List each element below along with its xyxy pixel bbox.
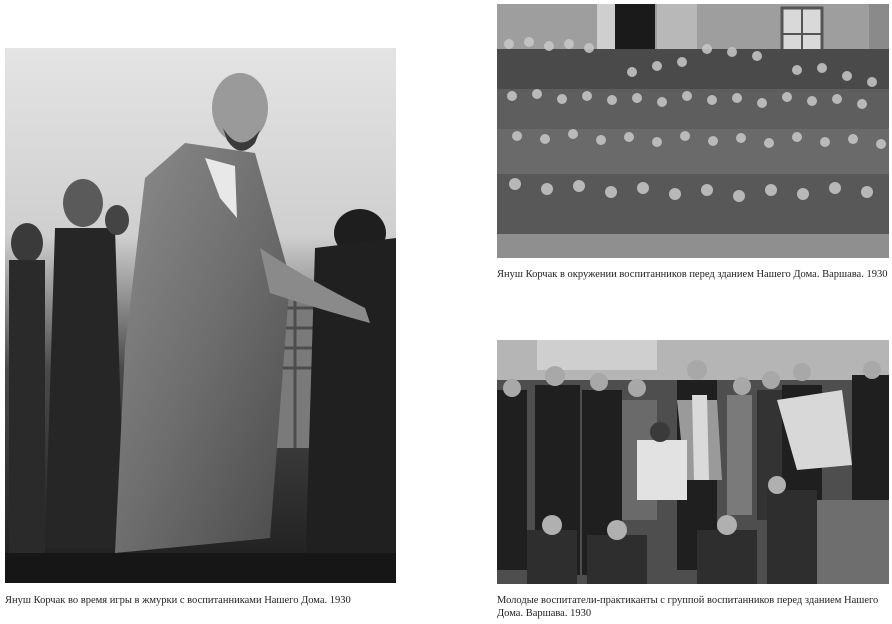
caption-left-photo: Януш Корчак во время игры в жмурки с воспитанниками Нашего Дома. 1930 bbox=[5, 595, 351, 606]
caption-bottom-right-photo: Молодые воспитатели-практиканты с группой воспитанников перед зданием Нашего Дома. Варшава. 1930 bbox=[497, 595, 879, 619]
caption-top-right-photo: Януш Корчак в окружении воспитанников перед зданием Нашего Дома. Варшава. 1930 bbox=[497, 269, 888, 280]
photo-group-building-image bbox=[497, 4, 889, 258]
photo-student-teachers-image bbox=[497, 340, 889, 584]
photo-group-building bbox=[497, 4, 889, 258]
photo-korczak-playing bbox=[5, 48, 396, 583]
photo-korczak-playing-image bbox=[5, 48, 396, 583]
photo-student-teachers bbox=[497, 340, 889, 584]
